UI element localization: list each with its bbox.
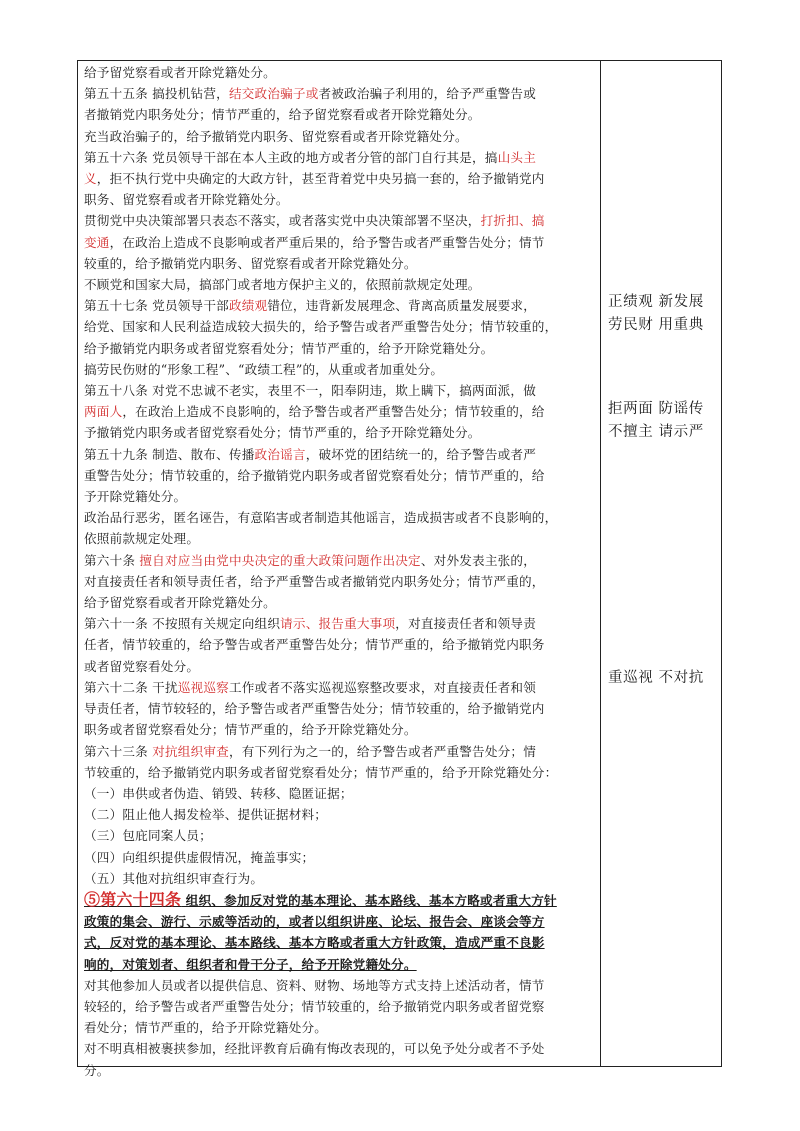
article-57 [84, 295, 592, 359]
article-55 [84, 83, 592, 125]
text: 不顾党和国家大局，搞部门或者地方保护主义的，依照前款规定处理。 [84, 277, 481, 293]
article-56 [84, 147, 592, 211]
text: 第五十七条 党员领导干部 [84, 298, 229, 314]
article-64 [84, 889, 592, 975]
highlight: 请示、报告重大事项 [280, 616, 396, 632]
list-item: （二）阻止他人揭发检举、提供证据材料； [84, 807, 328, 823]
text: ，对直接责任者和领导责 任者，情节较重的，给予警告或者严重警告处分；情节严重的，给予撤销党内职务 或者留党察看处分。 [84, 616, 545, 674]
highlight: 擅自对应当由党中央决定的重大政策问题作出决定 [139, 552, 421, 568]
paragraph [84, 507, 592, 549]
paragraph [84, 359, 592, 380]
article-61 [84, 613, 592, 677]
document-table [77, 60, 722, 1078]
highlight: 对抗组织审查 [152, 743, 229, 759]
text: 错位，违背新发展理念、背离高质量发展要求， 给党、国家和人民利益造成较大损失的，给予警告或者严重警告处分；情节较重的， 给予撤销党内职务或者留党察看处分；情节严重的，给予开除党籍处分。 [84, 298, 558, 356]
mnemonic-column [600, 61, 722, 1066]
text: 第六十条 [84, 552, 140, 568]
text: 工作或者不落实巡视巡察整改要求，对直接责任者和领 导责任者，情节较轻的，给予警告或者严重警告处分；情节较重的，给予撤销党内 职务或者留党察看处分；情节严重的，给予开除党籍处分。 [84, 679, 545, 738]
text: 搞劳民伤财的“形象工程”、“政绩工程”的，从重或者加重处分。 [84, 361, 444, 377]
bold-underlined-text: 组织、参加反对党的基本理论、基本路线、基本方略或者重大方针 政策的集会、游行、示威等活动的，或者以组织讲座、论坛、报告会、座谈会等方 式，反对党的基本理论、基本路线、基本方略或者重大方针政策，造成严重不良影 响的，对策划者、组织者和骨干分子，给予开除党籍处分。 [84, 892, 557, 972]
mnemonic-note-2: 拒两面 防谣传 不擅主 请示严 [608, 401, 704, 440]
article-58 [84, 380, 592, 444]
text: ，破坏党的团结统一的，给予警告或者严 重警告处分；情节较重的，给予撤销党内职务或者留党察看处分；情节严重的，给 予开除党籍处分。 [84, 446, 545, 505]
article-59 [84, 444, 592, 508]
text: 第六十二条 干扰 [84, 679, 178, 695]
text: 政治品行恶劣，匿名诬告，有意陷害或者制造其他谣言，造成损害或者不良影响的， 依照前款规定处理。 [84, 510, 558, 547]
article-number: ⑤第六十四条 [84, 889, 182, 909]
text: ，在政治上造成不良影响或者严重后果的，给予警告或者严重警告处分；情节 较重的，给予撤销党内职务、留党察看或者开除党籍处分。 [84, 234, 545, 271]
text: 、对外发表主张的， 对直接责任者和领导责任者，给予严重警告或者撤销党内职务处分；情节严重的， 给予留党察看或者开除党籍处分。 [84, 552, 545, 611]
paragraph [84, 975, 592, 1039]
highlight: 结交政治骗子或 [228, 86, 319, 102]
paragraph [84, 274, 592, 295]
text: 者被政治骗子利用的，给予严重警告或 者撤销党内职务处分；情节严重的，给予留党察看或者开除党籍处分。 [84, 86, 536, 123]
list-item: （五）其他对抗组织审查行为。 [84, 870, 264, 886]
highlight: 山头主 义 [84, 149, 536, 187]
text: ，拒不执行党中央确定的大政方针，甚至背着党中央另搞一套的，给予撤销党内 职务、留党察看或者开除党籍处分。 [84, 171, 545, 208]
highlight: 政绩观 [228, 298, 268, 314]
article-63 [84, 741, 592, 783]
text: 给予留党察看或者开除党籍处分。 [84, 65, 276, 80]
mnemonic-note-3: 重巡视 不对抗 [608, 670, 704, 686]
paragraph [84, 126, 592, 147]
text: 第六十一条 不按照有关规定向组织 [84, 616, 281, 632]
text: 第五十五条 搞投机钻营， [84, 86, 229, 102]
highlight: 政治谣言 [254, 446, 306, 462]
list-item: （三）包庇同案人员； [84, 828, 212, 844]
text: 对不明真相被裹挟参加，经批评教育后确有悔改表现的，可以免予处分或者不予处 分。 [84, 1041, 545, 1078]
regulation-text-column [84, 62, 592, 1081]
article-62 [84, 677, 592, 741]
mnemonic-note-1: 正绩观 新发展 劳民财 用重典 [608, 294, 704, 333]
text: 对其他参加人员或者以提供信息、资料、财物、场地等方式支持上述活动者，情节 较轻的，给予警告或者严重警告处分；情节较重的，给予撤销党内职务或者留党察 看处分；情节严重的，给予开除党籍处分。 [84, 977, 545, 1036]
text: 贯彻党中央决策部署只表态不落实，或者落实党中央决策部署不坚决， [84, 213, 481, 229]
paragraph [84, 62, 592, 83]
highlight: 巡视巡察 [177, 679, 229, 695]
article-60 [84, 550, 592, 614]
text: 第五十八条 对党不忠诚不老实，表里不一，阳奉阴违，欺上瞒下，搞两面派，做 [84, 383, 536, 399]
paragraph [84, 1038, 592, 1080]
text: 第五十六条 党员领导干部在本人主政的地方或者分管的部门自行其是，搞 [84, 149, 498, 165]
text: 第六十三条 [84, 743, 153, 759]
list-item: （一）串供或者伪造、销毁、转移、隐匿证据； [84, 785, 353, 801]
list-item: （四）向组织提供虚假情况，掩盖事实； [84, 849, 315, 865]
highlight: 两面人 [84, 404, 123, 420]
text: ，在政治上造成不良影响的，给予警告或者严重警告处分；情节较重的，给 予撤销党内职务或者留党察看处分；情节严重的，给予开除党籍处分。 [84, 404, 545, 441]
paragraph [84, 210, 592, 274]
text: 充当政治骗子的，给予撤销党内职务、留党察看或者开除党籍处分。 [84, 128, 468, 144]
text: ，有下列行为之一的，给予警告或者严重警告处分；情 节较重的，给予撤销党内职务或者留党察看处分；情节严重的，给予开除党籍处分： [84, 743, 558, 780]
highlight: 打折扣、搞 变通 [84, 213, 545, 250]
text: 第五十九条 制造、散布、传播 [84, 446, 255, 462]
